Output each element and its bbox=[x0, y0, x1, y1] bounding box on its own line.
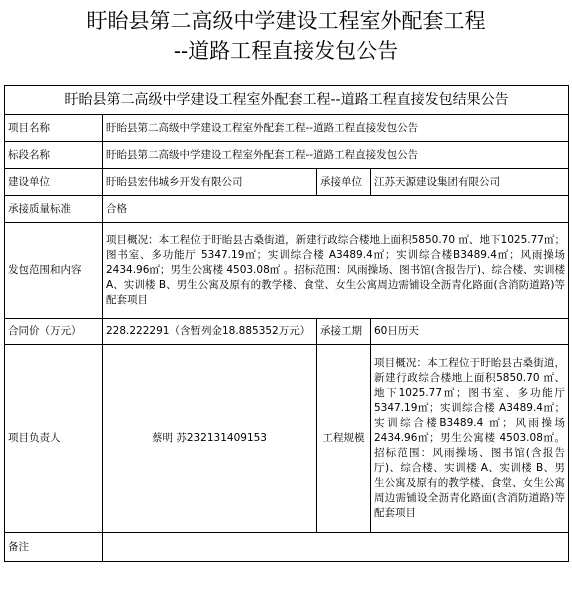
scale-value: 项目概况：本工程位于盱眙县古桑街道，新建行政综合楼地上面积5850.70 ㎡、地下1025.77㎡；图书室、多功能厅 5347.19㎡；实训综合楼 A3489.4㎡；实训综合楼B3489.4 ㎡；风雨操场2434.96㎡；男生公寓楼 4503.08㎡。招标范围：风雨操场、图书馆(含报告厅)、综合楼、实训楼 A、实训楼 B、男生公寓及原有的教学楼、食堂、女生公寓周边需铺设全沥青化路面(含消防道路)等配套项目 bbox=[371, 345, 569, 533]
manager-row bbox=[5, 345, 569, 533]
remarks-row bbox=[5, 533, 569, 562]
price-value: 228.222291（含暂列金18.885352万元） bbox=[103, 319, 317, 345]
price-label: 合同价（万元） bbox=[5, 319, 103, 345]
scope-label: 发包范围和内容 bbox=[5, 223, 103, 319]
duration-label: 承接工期 bbox=[317, 319, 371, 345]
project-name-label: 项目名称 bbox=[5, 115, 103, 142]
section-name-value: 盱眙县第二高级中学建设工程室外配套工程--道路工程直接发包公告 bbox=[103, 142, 569, 169]
scope-row bbox=[5, 223, 569, 319]
duration-value: 60日历天 bbox=[371, 319, 569, 345]
quality-label: 承接质量标准 bbox=[5, 196, 103, 223]
table-caption: 盱眙县第二高级中学建设工程室外配套工程--道路工程直接发包结果公告 bbox=[5, 86, 569, 115]
manager-value: 蔡明 苏232131409153 bbox=[103, 345, 317, 533]
builder-value: 盱眙县宏伟城乡开发有限公司 bbox=[103, 169, 317, 196]
builder-row bbox=[5, 169, 569, 196]
contractor-label: 承接单位 bbox=[317, 169, 371, 196]
project-name-row bbox=[5, 115, 569, 142]
section-name-label: 标段名称 bbox=[5, 142, 103, 169]
price-row bbox=[5, 319, 569, 345]
manager-label: 项目负责人 bbox=[5, 345, 103, 533]
caption-row bbox=[5, 86, 569, 115]
result-table bbox=[4, 85, 569, 562]
quality-row bbox=[5, 196, 569, 223]
remarks-value bbox=[103, 533, 569, 562]
section-name-row bbox=[5, 142, 569, 169]
builder-label: 建设单位 bbox=[5, 169, 103, 196]
scope-value: 项目概况：本工程位于盱眙县古桑街道，新建行政综合楼地上面积5850.70 ㎡、地下1025.77㎡；图书室、多功能厅 5347.19㎡；实训综合楼 A3489.4㎡；实训综合楼B3489.4㎡；风雨操场 2434.96㎡；男生公寓楼 4503.08㎡ 。招标范围：风雨操场、图书馆(含报告厅)、综合楼、实训楼 A、实训楼 B、男生公寓及原有的教学楼、食堂、女生公寓周边需铺设全沥青化路面(含消防道路)等配套项目 bbox=[103, 223, 569, 319]
title-line-1: 盱眙县第二高级中学建设工程室外配套工程 bbox=[86, 9, 486, 33]
contractor-value: 江苏天源建设集团有限公司 bbox=[371, 169, 569, 196]
scale-label: 工程规模 bbox=[317, 345, 371, 533]
title-line-2: --道路工程直接发包公告 bbox=[173, 39, 399, 63]
quality-value: 合格 bbox=[103, 196, 569, 223]
page-title bbox=[0, 6, 572, 66]
remarks-label: 备注 bbox=[5, 533, 103, 562]
project-name-value: 盱眙县第二高级中学建设工程室外配套工程--道路工程直接发包公告 bbox=[103, 115, 569, 142]
